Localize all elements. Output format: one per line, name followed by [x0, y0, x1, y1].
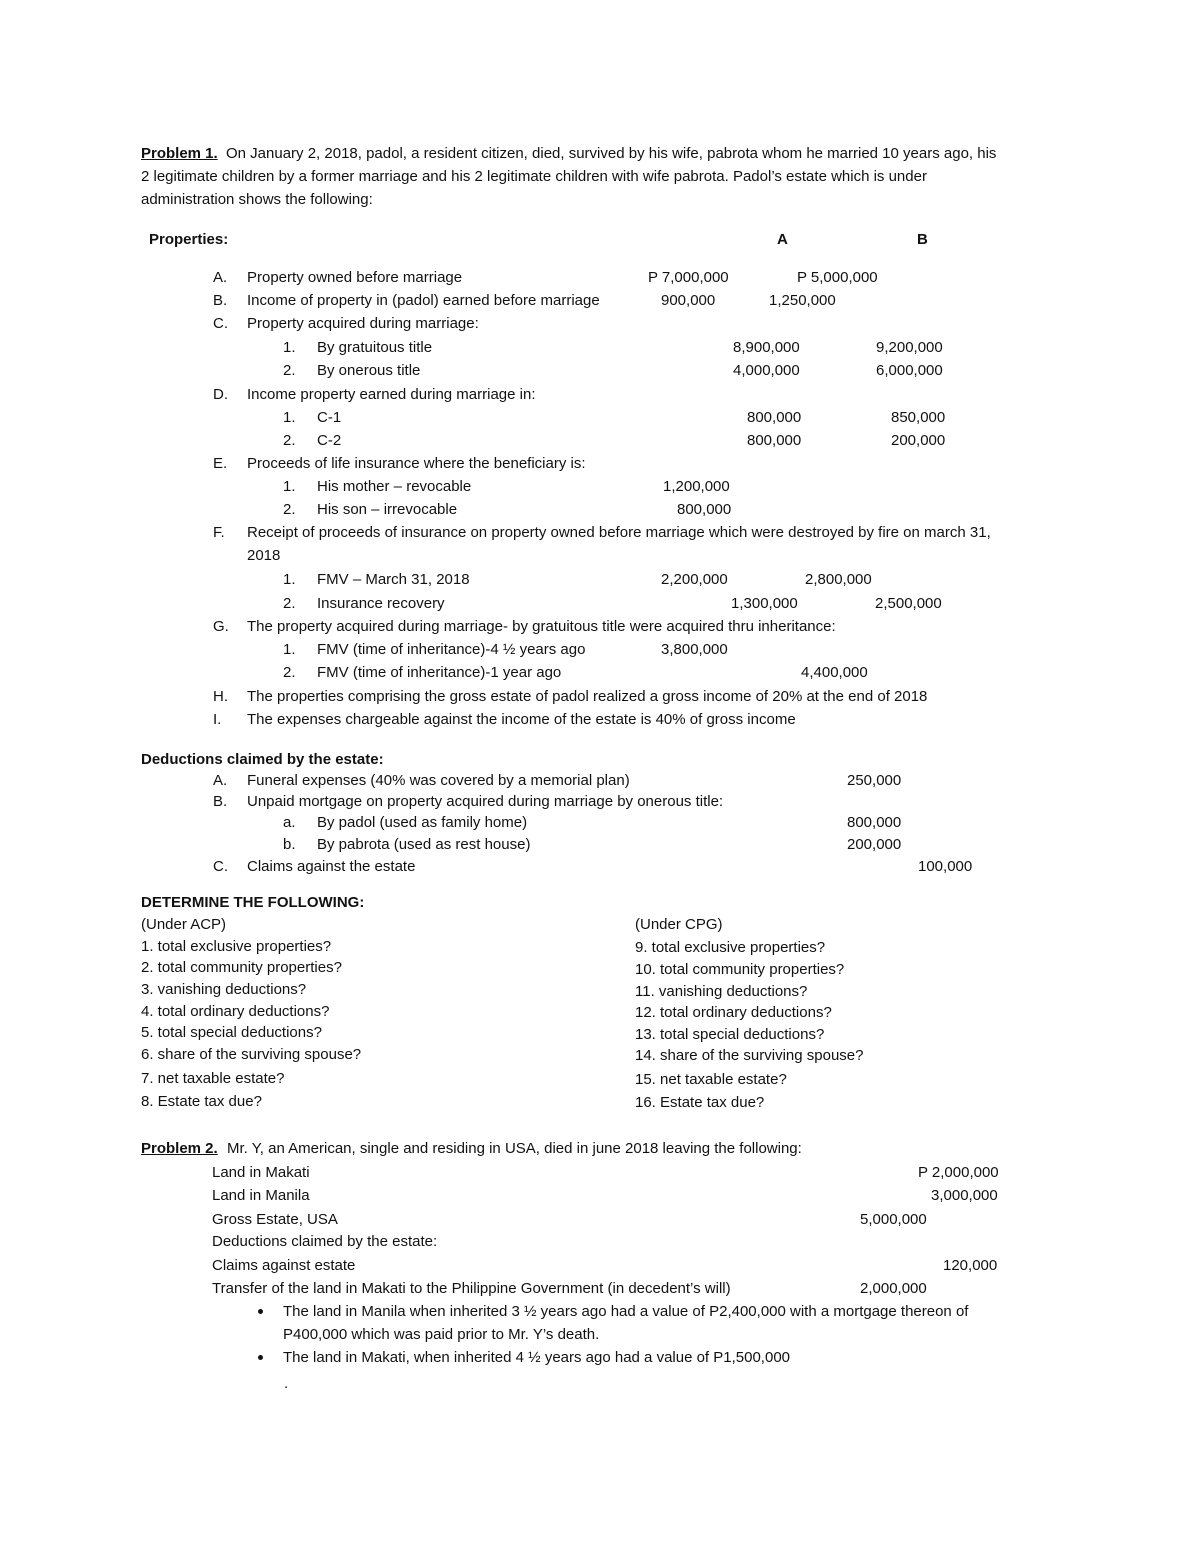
problem2-bullet-text-continued: P400,000 which was paid prior to Mr. Y’s death.: [283, 1326, 600, 1343]
problem2-bullet-text: The land in Manila when inherited 3 ½ years ago had a value of P2,400,000 with a mortgage thereon of: [283, 1303, 969, 1320]
item-text: The properties comprising the gross estate of padol realized a gross income of 20% at the end of 2018: [247, 688, 928, 705]
problem2-label: Problem 2.: [141, 1140, 218, 1157]
cpg-question: 10. total community properties?: [635, 961, 845, 978]
deduction-letter: A.: [213, 772, 228, 789]
item-value-a: 800,000: [747, 432, 802, 449]
acp-question: 1. total exclusive properties?: [141, 938, 332, 955]
deduction-text: Unpaid mortgage on property acquired during marriage by onerous title:: [247, 793, 724, 810]
item-letter: I.: [213, 711, 222, 728]
item-value-a: P 7,000,000: [648, 269, 729, 286]
problem2-line-text: Deductions claimed by the estate:: [212, 1233, 438, 1250]
item-value-b: 4,400,000: [801, 664, 868, 681]
item-value-a: 800,000: [677, 501, 732, 518]
item-number: 2.: [283, 664, 296, 681]
item-text: Property acquired during marriage:: [247, 315, 479, 332]
problem1-label: Problem 1.: [141, 145, 218, 162]
bullet-icon: [258, 1355, 263, 1360]
deduction-value: 250,000: [847, 772, 902, 789]
item-text: By onerous title: [317, 362, 421, 379]
item-text: His mother – revocable: [317, 478, 472, 495]
item-text: Receipt of proceeds of insurance on property owned before marriage which were destroyed by fire on march 31,: [247, 524, 991, 541]
acp-question: 4. total ordinary deductions?: [141, 1003, 330, 1020]
cpg-question: 12. total ordinary deductions?: [635, 1004, 832, 1021]
item-value-b: 850,000: [891, 409, 946, 426]
acp-heading: (Under ACP): [141, 916, 227, 933]
cpg-question: 11. vanishing deductions?: [635, 983, 808, 1000]
item-value-b: 6,000,000: [876, 362, 943, 379]
item-text: FMV (time of inheritance)-4 ½ years ago: [317, 641, 586, 658]
item-number: 2.: [283, 432, 296, 449]
problem1-intro-line3: administration shows the following:: [141, 191, 373, 208]
problem1-intro-line2: 2 legitimate children by a former marriage and his 2 legitimate children with wife pabrota. Padol’s estate which is under: [141, 168, 927, 185]
deduction-text: Claims against the estate: [247, 858, 416, 875]
item-value-b: P 5,000,000: [797, 269, 878, 286]
item-value-a: 8,900,000: [733, 339, 800, 356]
item-value-b: 2,500,000: [875, 595, 942, 612]
problem1-intro-line1: On January 2, 2018, padol, a resident citizen, died, survived by his wife, pabrota whom he married 10 years ago, his: [226, 145, 997, 162]
deduction-text: By pabrota (used as rest house): [317, 836, 531, 853]
deduction-value: 100,000: [918, 858, 973, 875]
item-number: 1.: [283, 409, 296, 426]
column-b-header: B: [917, 231, 928, 248]
problem2-line-text: Land in Manila: [212, 1187, 310, 1204]
acp-question: 6. share of the surviving spouse?: [141, 1046, 362, 1063]
cpg-question: 16. Estate tax due?: [635, 1094, 765, 1111]
deduction-value: 200,000: [847, 836, 902, 853]
determine-heading: DETERMINE THE FOLLOWING:: [141, 894, 365, 911]
item-value-a: 1,300,000: [731, 595, 798, 612]
item-value-b: 2,800,000: [805, 571, 872, 588]
acp-question: 3. vanishing deductions?: [141, 981, 307, 998]
bullet-icon: [258, 1309, 263, 1314]
item-number: 2.: [283, 595, 296, 612]
column-a-header: A: [777, 231, 788, 248]
item-number: 1.: [283, 641, 296, 658]
item-number: 2.: [283, 362, 296, 379]
deduction-sub-letter: a.: [283, 814, 296, 831]
item-text: The expenses chargeable against the income of the estate is 40% of gross income: [247, 711, 796, 728]
item-number: 1.: [283, 571, 296, 588]
item-text: C-2: [317, 432, 342, 449]
item-text: By gratuitous title: [317, 339, 433, 356]
item-value-a: 1,200,000: [663, 478, 730, 495]
problem2-intro: Mr. Y, an American, single and residing in USA, died in june 2018 leaving the following:: [227, 1140, 802, 1157]
item-value-a: 3,800,000: [661, 641, 728, 658]
item-letter: G.: [213, 618, 229, 635]
problem2-bullet-text: The land in Makati, when inherited 4 ½ years ago had a value of P1,500,000: [283, 1349, 791, 1366]
item-text: C-1: [317, 409, 342, 426]
item-text: FMV – March 31, 2018: [317, 571, 470, 588]
properties-heading: Properties:: [149, 231, 229, 248]
item-text: His son – irrevocable: [317, 501, 458, 518]
item-number: 1.: [283, 339, 296, 356]
deduction-text: By padol (used as family home): [317, 814, 528, 831]
item-value-a: 800,000: [747, 409, 802, 426]
item-letter: D.: [213, 386, 228, 403]
item-value-b: 9,200,000: [876, 339, 943, 356]
item-number: 2.: [283, 501, 296, 518]
deduction-letter: B.: [213, 793, 228, 810]
item-text: The property acquired during marriage- by gratuitous title were acquired thru inheritance:: [247, 618, 836, 635]
acp-question: 7. net taxable estate?: [141, 1070, 285, 1087]
item-number: 1.: [283, 478, 296, 495]
problem2-line-value: P 2,000,000: [918, 1164, 999, 1181]
problem2-line-text: Transfer of the land in Makati to the Philippine Government (in decedent’s will): [212, 1280, 731, 1297]
item-value-a: 900,000: [661, 292, 716, 309]
trailing-dot: .: [284, 1375, 289, 1392]
cpg-heading: (Under CPG): [635, 916, 723, 933]
item-letter: A.: [213, 269, 228, 286]
item-text: Proceeds of life insurance where the beneficiary is:: [247, 455, 586, 472]
item-text-continued: 2018: [247, 547, 281, 564]
item-value-a: 2,200,000: [661, 571, 728, 588]
deduction-value: 800,000: [847, 814, 902, 831]
item-text: Insurance recovery: [317, 595, 445, 612]
item-letter: F.: [213, 524, 225, 541]
deduction-sub-letter: b.: [283, 836, 296, 853]
cpg-question: 9. total exclusive properties?: [635, 939, 826, 956]
problem2-line-text: Land in Makati: [212, 1164, 310, 1181]
deduction-text: Funeral expenses (40% was covered by a memorial plan): [247, 772, 630, 789]
acp-question: 2. total community properties?: [141, 959, 342, 976]
problem2-line-value: 2,000,000: [860, 1280, 927, 1297]
problem2-line-value: 3,000,000: [931, 1187, 998, 1204]
item-value-b: 1,250,000: [769, 292, 836, 309]
problem2-line-text: Gross Estate, USA: [212, 1211, 338, 1228]
item-text: Property owned before marriage: [247, 269, 463, 286]
problem2-line-text: Claims against estate: [212, 1257, 356, 1274]
item-letter: B.: [213, 292, 228, 309]
item-text: FMV (time of inheritance)-1 year ago: [317, 664, 562, 681]
problem2-line-value: 120,000: [943, 1257, 998, 1274]
cpg-question: 13. total special deductions?: [635, 1026, 825, 1043]
item-letter: C.: [213, 315, 228, 332]
item-value-a: 4,000,000: [733, 362, 800, 379]
item-text: Income of property in (padol) earned before marriage: [247, 292, 600, 309]
item-text: Income property earned during marriage in:: [247, 386, 536, 403]
cpg-question: 15. net taxable estate?: [635, 1071, 787, 1088]
item-letter: E.: [213, 455, 228, 472]
cpg-question: 14. share of the surviving spouse?: [635, 1047, 864, 1064]
problem2-line-value: 5,000,000: [860, 1211, 927, 1228]
deductions-heading: Deductions claimed by the estate:: [141, 751, 384, 768]
item-value-b: 200,000: [891, 432, 946, 449]
item-letter: H.: [213, 688, 228, 705]
acp-question: 8. Estate tax due?: [141, 1093, 262, 1110]
deduction-letter: C.: [213, 858, 228, 875]
acp-question: 5. total special deductions?: [141, 1024, 322, 1041]
